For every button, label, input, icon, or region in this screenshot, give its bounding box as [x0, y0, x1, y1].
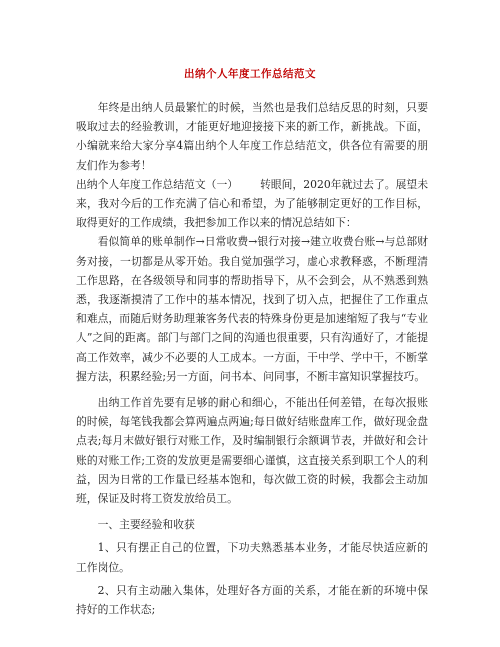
document-body — [76, 98, 428, 619]
document-title: 出纳个人年度工作总结范文 — [184, 68, 316, 80]
section-subheading: 一、主要经验和收获 — [97, 518, 195, 532]
paragraph-gap — [76, 386, 428, 393]
body-paragraph-1: 看似简单的账单制作→日常收费→银行对接→建立收费台账→与总部财务对接，一切都是从零开始。我自觉加强学习，虚心求教释惑，不断理清工作思路，在各级领导和同事的帮助指导下，从不会到会，从不熟悉到熟悉，我逐渐摸清了工作中的基本情况，找到了切入点，把握住了工作重点和难点，而随后财务助理兼客务代表的特殊身份更是加速缩短了我与“专业人”之间的距离。部门与部门之间的沟通也很重要，只有沟通好了，才能提高工作效率，减少不必要的人工成本。一方面，干中学、学中干，不断掌握方法，积累经验;另一方面，问书本、问同事，不断丰富知识掌握技巧。 — [76, 235, 428, 383]
intro-paragraph: 年终是出纳人员最繁忙的时候，当然也是我们总结反思的时刻，只要吸取过去的经验教训，才能更好地迎接接下来的新工作，新挑战。下面，小编就来给大家分享4篇出纳个人年度工作总结范文，供各位有需要的朋友们作为参考！ — [76, 101, 428, 172]
body-paragraph-2: 出纳工作首先要有足够的耐心和细心，不能出任何差错，在每次报账的时候，每笔钱我都会算两遍点两遍;每日做好结账盘库工作，做好现金盘点表;每月末做好银行对账工作，及时编制银行余额调节表，并做好和会计账的对账工作;工资的发放更是需要细心谨慎，这直接关系到职工个人的利益，因为日常的工作量已经基本饱和，每次做工资的时候，我都会主动加班，保证及时将工资发放给员工。 — [76, 396, 428, 506]
section-heading: 出纳个人年度工作总结范文（一） — [76, 177, 239, 191]
paragraph-gap — [76, 508, 428, 515]
section-opening-text: 转眼间，2020年就过去了。展望未来，我对今后的工作充满了信心和希望，为了能够制定更好的工作目标，取得更好的工作成绩，我把参加工作以来的情况总结如下： — [76, 177, 428, 230]
section-first-paragraph — [76, 175, 428, 233]
list-item-1: 1、只有摆正自己的位置，下功夫熟悉基本业务，才能尽快适应新的工作岗位。 — [76, 541, 428, 574]
list-item-2: 2、只有主动融入集体，处理好各方面的关系，才能在新的环境中保持好的工作状态; — [76, 583, 428, 617]
